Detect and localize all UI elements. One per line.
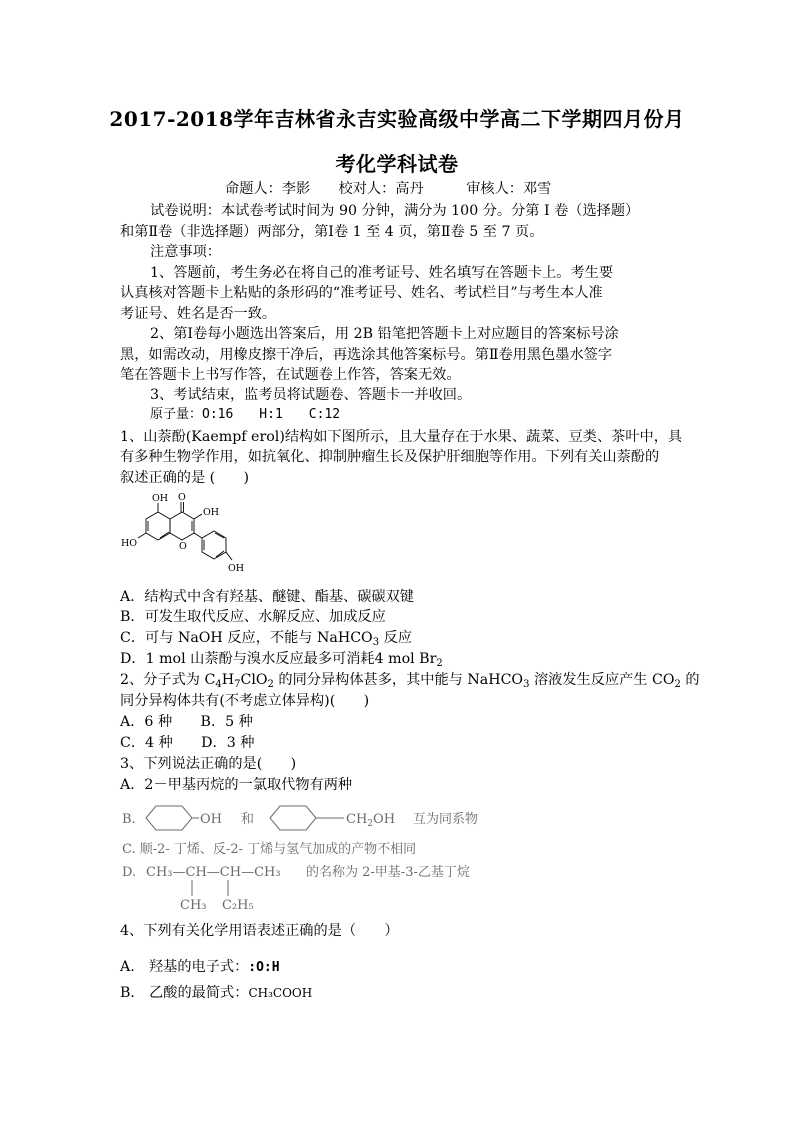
label-ring-o: O bbox=[179, 541, 187, 552]
q3-d-branch-ch3: CH₃ bbox=[180, 898, 207, 913]
q4-stem: 4、下列有关化学用语表述正确的是（ ） bbox=[120, 923, 399, 939]
q1-option-a: A．结构式中含有羟基、醚键、酯基、碳碳双键 bbox=[120, 589, 414, 605]
ring-c bbox=[170, 512, 194, 540]
instructions-line1: 试卷说明：本试卷考试时间为 90 分钟，满分为 100 分。分第 I 卷（选择题） bbox=[150, 203, 640, 219]
q3-b-tail: 互为同系物 bbox=[413, 812, 479, 827]
q2-line1: 2、分子式为 $C_4H_7ClO_2$ 的同分异构体甚多，其中能与 NaHCO$_3$ 溶液发生反应产生 $CO_2$ 的 bbox=[120, 672, 700, 690]
note3: 3、考试结束，监考员将试题卷、答题卡一并收回。 bbox=[150, 387, 472, 403]
ring-a bbox=[146, 512, 170, 540]
q1-line2: 有多种生物学作用，如抗氧化、抑制肿瘤生长及保护肝细胞等作用。下列有关山萘酚的 bbox=[120, 449, 660, 465]
label-o-carbonyl: O bbox=[178, 492, 186, 503]
q4-option-b: B. 乙酸的最简式：CH₃COOH bbox=[120, 985, 313, 1001]
exam-title-line1: 2017-2018学年吉林省永吉实验高级中学高二下学期四月份月 bbox=[109, 107, 685, 131]
q3-stem: 3、下列说法正确的是( ) bbox=[120, 756, 297, 772]
note1-line3: 考证号、姓名是否一致。 bbox=[120, 306, 277, 322]
q2-options-ab: A．6 种 B．5 种 bbox=[120, 714, 253, 730]
q3-options-bcd-figure bbox=[118, 798, 498, 916]
note2-line3: 笔在答题卡上书写作答，在试题卷上作答，答案无效。 bbox=[120, 367, 461, 383]
label-oh-top: OH bbox=[152, 493, 169, 504]
atomic-weights: 原子量：O:16 H:1 C:12 bbox=[150, 407, 341, 422]
q3-option-d-label: D. bbox=[122, 865, 137, 880]
benzene-ring-b2 bbox=[270, 806, 316, 830]
ring-b bbox=[202, 531, 226, 559]
label-oh-bottom: OH bbox=[228, 563, 245, 574]
hydroxyl-electron-formula: :O:H bbox=[248, 960, 280, 975]
label-ho-left: HO bbox=[121, 538, 138, 549]
q3-d-branch-c2h5: C₂H₅ bbox=[222, 898, 254, 913]
q3-d-tail: 的名称为 2-甲基-3-乙基丁烷 bbox=[306, 865, 470, 880]
q1-option-d: D．1 mol 山萘酚与溴水反应最多可消耗4 mol $Br_2$ bbox=[120, 651, 443, 669]
q1-option-c: C．可与 NaOH 反应，不能与 NaHCO$_3$ 反应 bbox=[120, 630, 412, 648]
label-oh-right: OH bbox=[203, 507, 220, 518]
note1-line2: 认真核对答题卡上粘贴的条形码的“准考证号、姓名、考试栏目”与考生本人准 bbox=[120, 285, 603, 301]
q1-line1: 1、山萘酚(Kaempf erol)结构如下图所示，且大量存在于水果、蔬菜、豆类、茶叶中，具 bbox=[120, 429, 683, 445]
q3-d-chain: CH₃—CH—CH—CH₃ bbox=[146, 865, 281, 880]
q3-option-b-label: B. bbox=[122, 812, 136, 827]
note2-line2: 黑，如需改动，用橡皮擦干净后，再选涂其他答案标号。第Ⅱ卷用黑色墨水签字 bbox=[120, 347, 613, 363]
q1-option-b: B．可发生取代反应、水解反应、加成反应 bbox=[120, 609, 386, 625]
q3-option-c: C. 顺-2- 丁烯、反-2- 丁烯与氢气加成的产物不相同 bbox=[122, 842, 417, 857]
benzene-ring-b1 bbox=[146, 806, 192, 830]
q3-b-oh: OH bbox=[200, 812, 222, 827]
q1-line3: 叙述正确的是 ( ) bbox=[120, 470, 250, 486]
instructions-line2: 和第Ⅱ卷（非选择题）两部分，第Ⅰ卷 1 至 4 页，第Ⅱ卷 5 至 7 页。 bbox=[120, 224, 544, 240]
q3-option-a: A．2－甲基丙烷的一氯取代物有两种 bbox=[120, 777, 353, 793]
exam-title-line2: 考化学科试卷 bbox=[335, 152, 459, 176]
kaempferol-structure bbox=[118, 488, 258, 580]
q3-b-he: 和 bbox=[241, 812, 255, 827]
q2-line2: 同分异构体共有(不考虑立体异构)( ) bbox=[120, 693, 370, 709]
note2-line1: 2、第Ⅰ卷每小题选出答案后，用 2B 铅笔把答题卡上对应题目的答案标号涂 bbox=[150, 326, 619, 342]
note1-line1: 1、答题前，考生务必在将自己的准考证号、姓名填写在答题卡上。考生要 bbox=[150, 265, 614, 281]
q2-options-cd: C．4 种 D．3 种 bbox=[120, 735, 255, 751]
notes-title: 注意事项： bbox=[150, 244, 221, 260]
staff-line: 命题人：李影 校对人：高丹 审核人：邓雪 bbox=[225, 181, 552, 197]
q4-option-a: A. 羟基的电子式：:O:H bbox=[120, 959, 280, 975]
q3-b-ch2oh: $CH_2OH$ bbox=[346, 812, 396, 829]
